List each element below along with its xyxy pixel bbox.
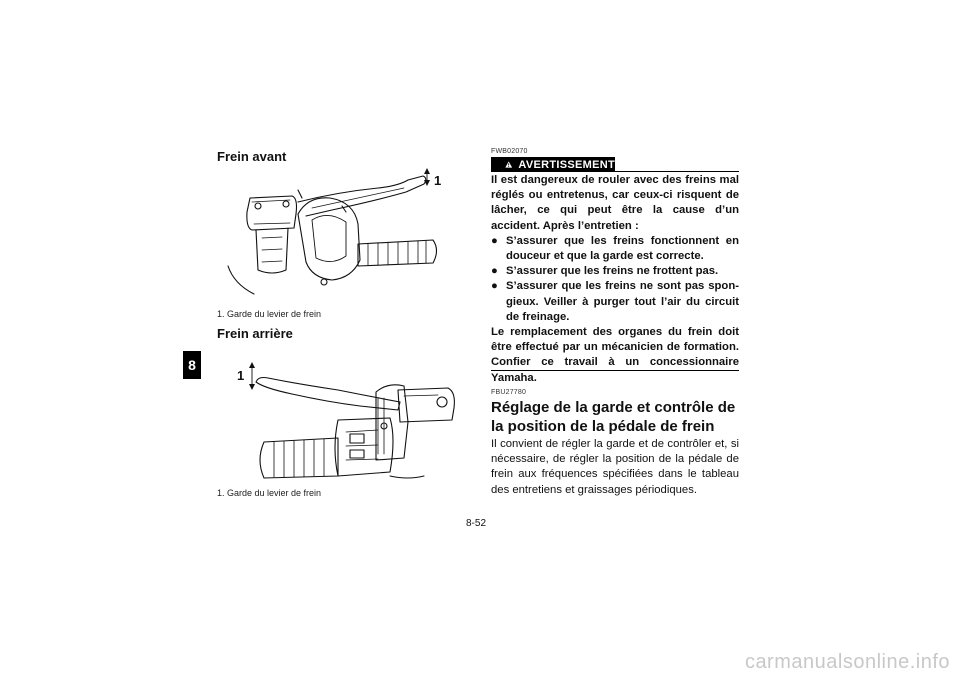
rear-brake-lever-illustration — [228, 358, 460, 486]
rear-figure-caption: 1. Garde du levier de frein — [217, 488, 322, 498]
bullet-icon: ● — [491, 265, 498, 278]
front-callout-number: 1 — [434, 173, 442, 188]
page-number: 8-52 — [466, 518, 487, 529]
warning-code: FWB02070 — [491, 148, 528, 155]
watermark: carmanualsonline.info — [744, 651, 950, 673]
warning-text — [491, 173, 739, 386]
warning-bottom-rule — [491, 370, 739, 371]
bullet-icon: ● — [491, 234, 498, 247]
front-brake-heading: Frein avant — [217, 149, 287, 164]
section-body: Il convient de régler la garde et de contrôler et, si nécessaire, de régler la position de la pédale de frein aux fréquences spécifiées dans le tableau des entretiens et graissages périodiques. — [491, 438, 739, 496]
section-title: Réglage de la garde et contrôle de la position de la pédale de frein — [491, 399, 736, 435]
front-brake-lever-illustration — [228, 166, 453, 304]
warning-bullet-list — [491, 234, 739, 325]
warning-triangle-icon — [505, 159, 512, 170]
list-item: ● S’assurer que les freins fonctionnent en douceur et que la garde est correcte. — [491, 234, 739, 263]
front-figure-caption: 1. Garde du levier de frein — [217, 309, 322, 319]
chapter-number: 8 — [188, 357, 196, 373]
list-item: ● S’assurer que les freins ne frottent pas. — [491, 264, 739, 279]
warning-intro: Il est dangereux de rouler avec des freins mal réglés ou entretenus, car ceux-ci risquent de lâcher, ce qui peut être la cause d’un accident. Après l’entretien : — [491, 174, 739, 232]
warning-closing: Le remplacement des organes du frein doit être effectué par un mécanicien de formation. Confier ce travail à un concessionnaire Yamaha. — [491, 326, 739, 384]
warning-label: AVERTISSEMENT — [518, 158, 615, 171]
section-code: FBU27780 — [491, 389, 527, 396]
warning-top-rule — [615, 171, 739, 172]
list-item: ● S’assurer que les freins ne sont pas spon-gieux. Veiller à purger tout l’air du circuit de freinage. — [491, 280, 739, 323]
rear-brake-heading: Frein arrière — [217, 326, 293, 341]
rear-callout-number: 1 — [237, 368, 245, 383]
warning-badge — [491, 157, 615, 172]
bullet-icon: ● — [491, 280, 498, 293]
chapter-tab — [183, 351, 201, 379]
